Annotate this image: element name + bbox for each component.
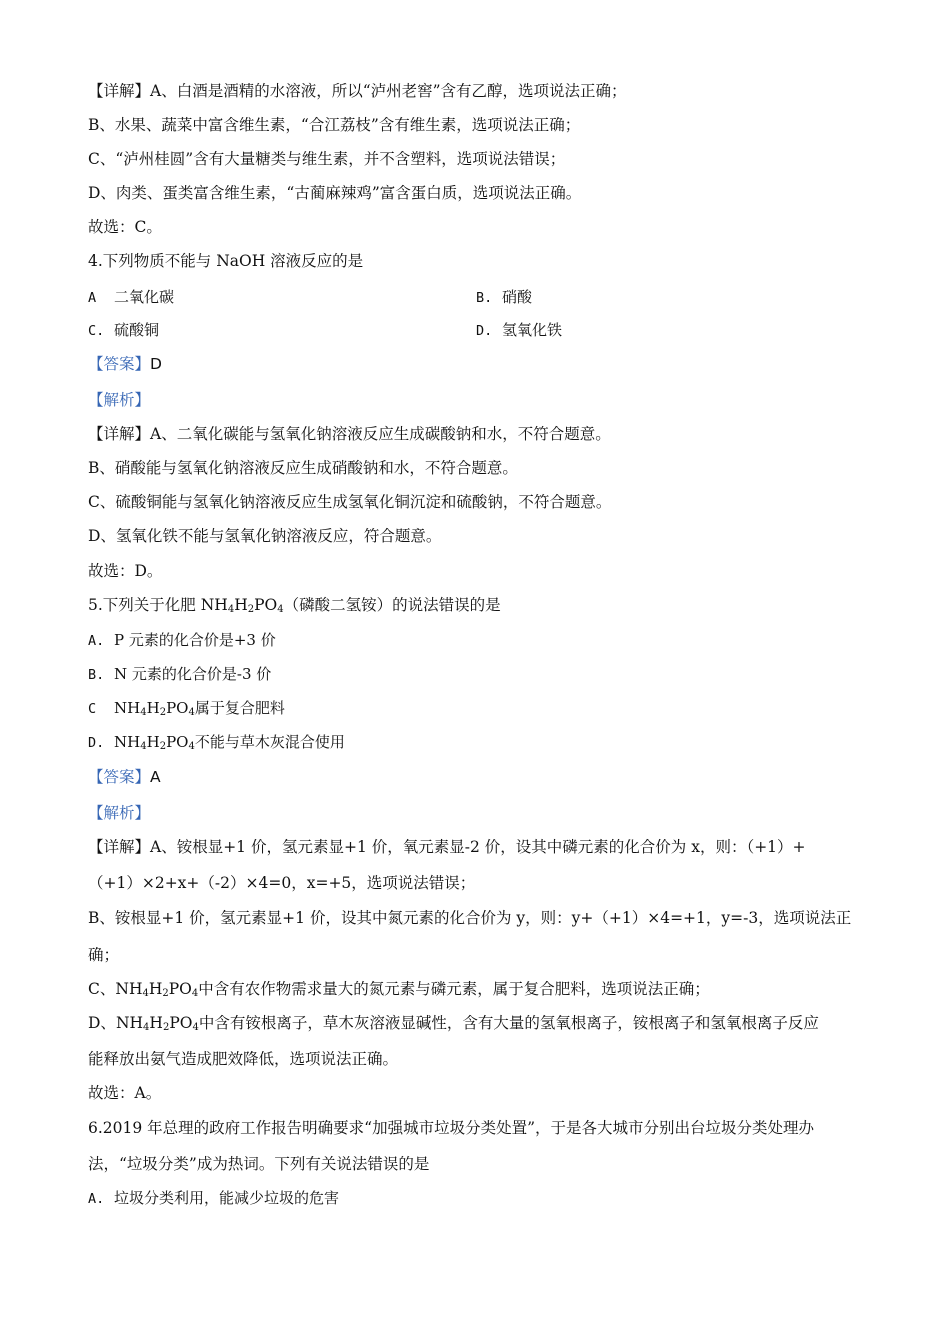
q4-option-d bbox=[476, 319, 562, 342]
q4-analysis-label: 【解析】 bbox=[88, 391, 151, 409]
option-text: 硫酸铜 bbox=[114, 321, 160, 339]
q5-detail-d-line1 bbox=[88, 1012, 819, 1034]
q5-choice: 故选：A。 bbox=[88, 1084, 162, 1102]
q3-detail-d: D、肉类、蛋类富含维生素，“古蔺麻辣鸡”富含蛋白质，选项说法正确。 bbox=[88, 184, 582, 202]
detail-text: 中含有铵根离子，草木灰溶液显碱性，含有大量的氢氧根离子，铵根离子和氢氧根离子反应 bbox=[198, 1014, 819, 1032]
q5-option-a bbox=[88, 629, 276, 652]
q4-detail-d: D、氢氧化铁不能与氢氧化钠溶液反应，符合题意。 bbox=[88, 527, 442, 545]
q4-detail-c: C、硫酸铜能与氢氧化钠溶液反应生成氢氧化铜沉淀和硫酸钠，不符合题意。 bbox=[88, 493, 612, 511]
q5-option-b bbox=[88, 663, 271, 686]
formula-nh4h2po4: $NH_4H_2PO_4$ bbox=[114, 733, 195, 752]
option-letter: B. bbox=[88, 667, 105, 683]
stem-text: （磷酸二氢铵）的说法错误的是 bbox=[283, 596, 501, 614]
stem-text: 5.下列关于化肥 bbox=[88, 596, 201, 614]
q6-stem-line1: 6.2019 年总理的政府工作报告明确要求“加强城市垃圾分类处置”，于是各大城市分别出台垃圾分类处理办 bbox=[88, 1119, 815, 1137]
option-letter: C bbox=[88, 701, 97, 717]
q5-detail-c bbox=[88, 978, 710, 1000]
option-text: 属于复合肥料 bbox=[194, 699, 285, 717]
q5-stem bbox=[88, 594, 501, 616]
option-text: 不能与草木灰混合使用 bbox=[194, 733, 345, 751]
formula-nh4h2po4: $NH_4H_2PO_4$ bbox=[114, 699, 195, 718]
option-text: 硝酸 bbox=[502, 288, 533, 306]
q4-option-b bbox=[476, 286, 532, 309]
formula-nh4h2po4: $NH_4H_2PO_4$ bbox=[115, 1014, 199, 1033]
formula-nh4h2po4: $NH_4H_2PO_4$ bbox=[200, 596, 284, 615]
answer-label: 【答案】 bbox=[88, 355, 151, 373]
q3-detail-a: 【详解】A、白酒是酒精的水溶液，所以“泸州老窖”含有乙醇，选项说法正确； bbox=[88, 82, 627, 100]
q5-detail-a-line1: 【详解】A、铵根显+1 价，氢元素显+1 价，氧元素显-2 价，设其中磷元素的化合价为 x，则：（+1）+ bbox=[88, 838, 806, 856]
answer-value: D bbox=[150, 355, 162, 373]
q5-option-c bbox=[88, 697, 285, 720]
q6-option-a bbox=[88, 1187, 339, 1210]
formula-nh4h2po4: $NH_4H_2PO_4$ bbox=[115, 980, 199, 999]
detail-text: 中含有农作物需求量大的氮元素与磷元素，属于复合肥料，选项说法正确； bbox=[198, 980, 710, 998]
option-letter: A bbox=[88, 290, 97, 306]
answer-label: 【答案】 bbox=[88, 768, 151, 786]
option-letter: D. bbox=[476, 323, 493, 339]
option-letter: A. bbox=[88, 633, 105, 649]
q3-detail-c: C、“泸州桂圆”含有大量糖类与维生素，并不含塑料，选项说法错误； bbox=[88, 150, 566, 168]
q4-stem: 4.下列物质不能与 NaOH 溶液反应的是 bbox=[88, 252, 364, 270]
answer-value: A bbox=[150, 768, 161, 786]
q4-choice: 故选：D。 bbox=[88, 562, 163, 580]
q4-detail-a: 【详解】A、二氧化碳能与氢氧化钠溶液反应生成碳酸钠和水，不符合题意。 bbox=[88, 425, 611, 443]
q5-detail-a-line2: （+1）×2+x+（-2）×4=0，x=+5，选项说法错误； bbox=[88, 874, 476, 892]
detail-text: C、 bbox=[88, 980, 116, 998]
q4-option-c bbox=[88, 319, 159, 342]
option-letter: B. bbox=[476, 290, 493, 306]
option-text: 二氧化碳 bbox=[114, 288, 175, 306]
option-text: P 元素的化合价是+3 价 bbox=[114, 631, 276, 649]
q6-stem-line2: 法，“垃圾分类”成为热词。下列有关说法错误的是 bbox=[88, 1155, 430, 1173]
q5-answer bbox=[88, 766, 161, 788]
q4-answer bbox=[88, 353, 162, 375]
option-letter: D. bbox=[88, 735, 105, 751]
q3-detail-b: B、水果、蔬菜中富含维生素，“合江荔枝”含有维生素，选项说法正确； bbox=[88, 116, 581, 134]
q5-analysis-label: 【解析】 bbox=[88, 804, 151, 822]
detail-text: D、 bbox=[88, 1014, 116, 1032]
q5-detail-d-line2: 能释放出氨气造成肥效降低，选项说法正确。 bbox=[88, 1050, 399, 1068]
option-letter: C. bbox=[88, 323, 105, 339]
q5-detail-b-line2: 确； bbox=[88, 946, 120, 964]
q4-detail-b: B、硝酸能与氢氧化钠溶液反应生成硝酸钠和水，不符合题意。 bbox=[88, 459, 518, 477]
option-text: N 元素的化合价是-3 价 bbox=[114, 665, 272, 683]
q5-option-d bbox=[88, 731, 345, 754]
q3-choice: 故选：C。 bbox=[88, 218, 162, 236]
option-text: 垃圾分类利用，能减少垃圾的危害 bbox=[114, 1189, 340, 1207]
q5-detail-b-line1: B、铵根显+1 价，氢元素显+1 价，设其中氮元素的化合价为 y，则：y+（+1）×4=+1，y=-3，选项说法正 bbox=[88, 909, 852, 927]
option-letter: A. bbox=[88, 1191, 105, 1207]
q4-option-a bbox=[88, 286, 174, 309]
option-text: 氢氧化铁 bbox=[502, 321, 563, 339]
